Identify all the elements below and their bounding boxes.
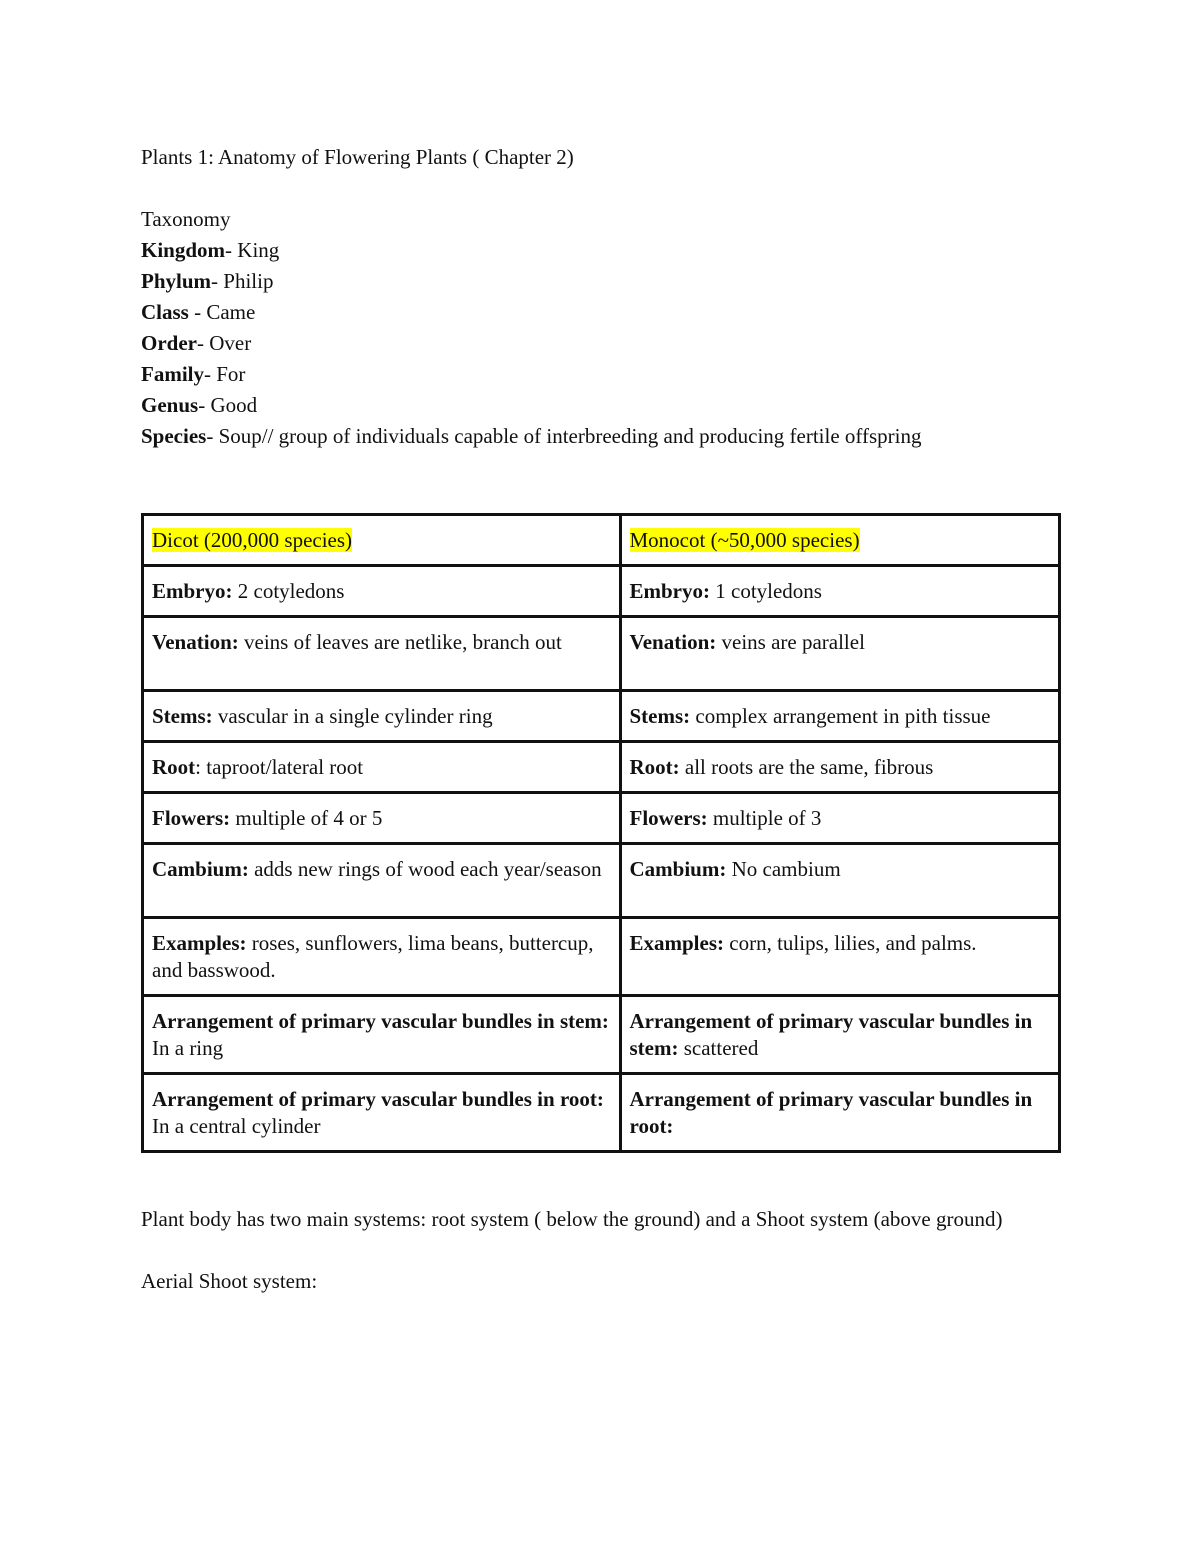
dicot-cell <box>143 617 621 691</box>
cell-text: all roots are the same, fibrous <box>679 755 934 779</box>
taxonomy-item <box>141 297 1061 328</box>
table-row <box>143 691 1060 742</box>
dicot-cell <box>143 918 621 996</box>
cell-label: Stems: <box>629 704 691 728</box>
taxonomy-item <box>141 266 1061 297</box>
body-text <box>141 1204 1041 1328</box>
monocot-cell <box>620 742 1060 793</box>
cell-label: Embryo: <box>629 579 710 603</box>
cell-text: : taproot/lateral root <box>195 755 364 779</box>
cell-label: Examples: <box>152 931 247 955</box>
taxon-term: Genus <box>141 393 199 417</box>
taxonomy-list <box>141 235 1061 452</box>
dicot-header-cell <box>143 515 621 566</box>
table-row <box>143 844 1060 918</box>
dicot-cell <box>143 566 621 617</box>
monocot-cell <box>620 1074 1060 1152</box>
cell-label: Arrangement of primary vascular bundles in stem: <box>629 1009 1033 1060</box>
cell-text: multiple of 4 or 5 <box>230 806 383 830</box>
cell-label: Embryo: <box>152 579 233 603</box>
paragraph: Aerial Shoot system: <box>141 1269 318 1293</box>
taxon-term: Family <box>141 362 204 386</box>
cell-text: corn, tulips, lilies, and palms. <box>724 931 977 955</box>
taxonomy-item <box>141 328 1061 359</box>
table-header-row <box>143 515 1060 566</box>
cell-label: Arrangement of primary vascular bundles in stem: <box>152 1009 609 1033</box>
taxon-term: Class <box>141 300 189 324</box>
taxonomy-item <box>141 390 1061 421</box>
cell-text: scattered <box>678 1036 759 1060</box>
cell-text: In a central cylinder <box>152 1114 321 1138</box>
cell-label: Flowers: <box>629 806 708 830</box>
cell-label: Venation: <box>152 630 239 654</box>
taxon-sep: - <box>225 238 238 262</box>
taxonomy-item <box>141 421 1061 452</box>
taxon-term: Species <box>141 424 207 448</box>
cell-label: Stems: <box>152 704 213 728</box>
dicot-cell <box>143 793 621 844</box>
taxon-term: Phylum <box>141 269 212 293</box>
cell-label: Cambium: <box>152 857 249 881</box>
taxon-value: Came <box>206 300 256 324</box>
monocot-cell <box>620 691 1060 742</box>
cell-text: No cambium <box>726 857 841 881</box>
table-row <box>143 918 1060 996</box>
taxon-term: Kingdom <box>141 238 226 262</box>
cell-text: 1 cotyledons <box>710 579 822 603</box>
cell-text: veins of leaves are netlike, branch out <box>238 630 562 654</box>
cell-label: Examples: <box>629 931 724 955</box>
table-row <box>143 742 1060 793</box>
document-title: Plants 1: Anatomy of Flowering Plants ( Chapter 2) <box>141 145 574 169</box>
cell-label: Cambium: <box>629 857 727 881</box>
cell-label: Venation: <box>629 630 717 654</box>
dicot-cell <box>143 691 621 742</box>
cell-label: Root <box>152 755 196 779</box>
monocot-header: Monocot (~50,000 species) <box>629 528 860 552</box>
taxon-value: For <box>216 362 246 386</box>
table-row <box>143 996 1060 1074</box>
cell-text: adds new rings of wood each year/season <box>248 857 602 881</box>
monocot-cell <box>620 844 1060 918</box>
taxon-value: Philip <box>223 269 274 293</box>
document-page <box>141 142 1061 452</box>
cell-text: complex arrangement in pith tissue <box>690 704 991 728</box>
taxonomy-heading: Taxonomy <box>141 207 231 231</box>
dicot-header: Dicot (200,000 species) <box>152 528 353 552</box>
taxon-value: Over <box>209 331 252 355</box>
taxon-value: Soup// group of individuals capable of interbreeding and producing fertile offspring <box>218 424 922 448</box>
monocot-cell <box>620 566 1060 617</box>
cell-label: Arrangement of primary vascular bundles in root: <box>152 1087 604 1111</box>
dicot-cell <box>143 996 621 1074</box>
dicot-cell <box>143 742 621 793</box>
monocot-header-cell <box>620 515 1060 566</box>
taxon-value: King <box>237 238 280 262</box>
cell-label: Root: <box>629 755 680 779</box>
taxon-sep: - <box>198 393 211 417</box>
monocot-cell <box>620 617 1060 691</box>
dicot-cell <box>143 844 621 918</box>
taxon-sep: - <box>196 331 210 355</box>
taxon-value: Good <box>210 393 258 417</box>
cell-text: vascular in a single cylinder ring <box>212 704 493 728</box>
table-row <box>143 793 1060 844</box>
taxon-sep: - <box>206 424 219 448</box>
dicot-cell <box>143 1074 621 1152</box>
dicot-monocot-table <box>141 513 1061 1153</box>
cell-text: veins are parallel <box>716 630 865 654</box>
table-row <box>143 1074 1060 1152</box>
cell-text: roses, sunflowers, lima beans, buttercup, and basswood. <box>152 931 594 982</box>
cell-text: 2 cotyledons <box>232 579 345 603</box>
cell-label: Flowers: <box>152 806 231 830</box>
taxon-sep: - <box>211 269 224 293</box>
paragraph: Plant body has two main systems: root system ( below the ground) and a Shoot system (above ground) <box>141 1207 1003 1231</box>
monocot-cell <box>620 793 1060 844</box>
taxonomy-item <box>141 235 1061 266</box>
monocot-cell <box>620 996 1060 1074</box>
taxon-sep: - <box>188 300 207 324</box>
cell-label: Arrangement of primary vascular bundles in root: <box>629 1087 1033 1138</box>
taxonomy-item <box>141 359 1061 390</box>
table-row <box>143 566 1060 617</box>
monocot-cell <box>620 918 1060 996</box>
taxon-sep: - <box>204 362 217 386</box>
taxon-term: Order <box>141 331 197 355</box>
cell-text: multiple of 3 <box>707 806 822 830</box>
cell-text: In a ring <box>152 1036 224 1060</box>
table-row <box>143 617 1060 691</box>
